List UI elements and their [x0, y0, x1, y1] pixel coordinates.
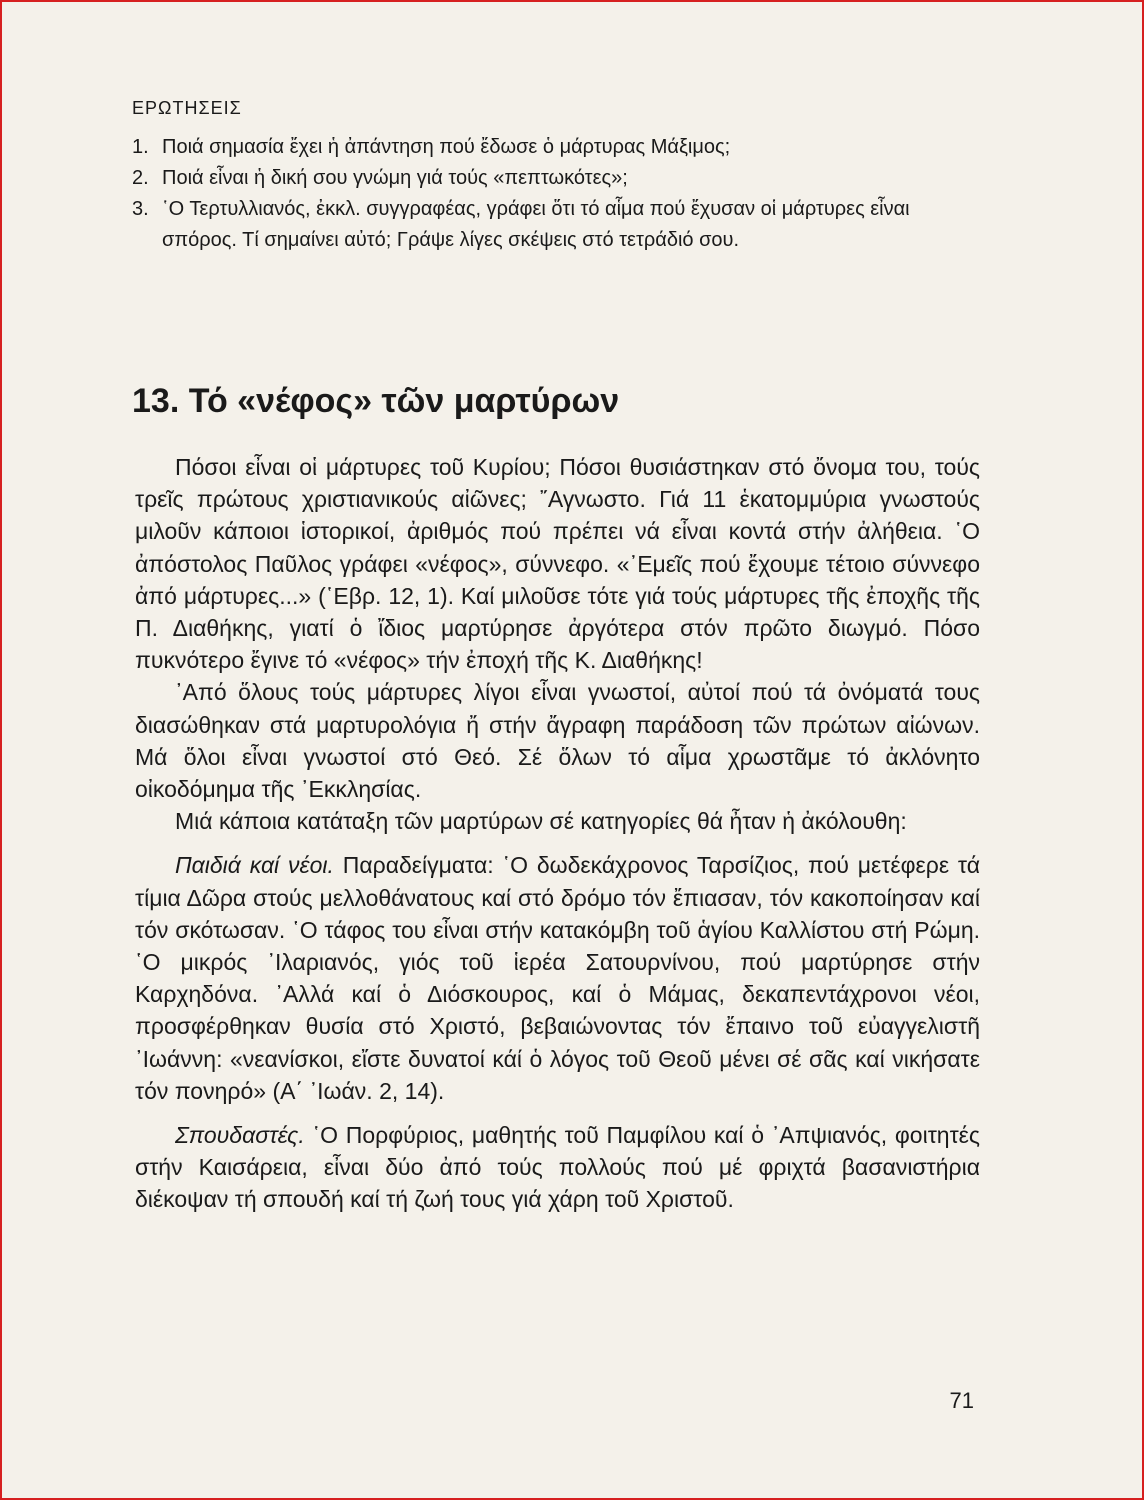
question-item: [132, 194, 982, 256]
page-number: 71: [949, 1388, 974, 1413]
question-text: Ποιά εἶναι ἡ δική σου γνώμη γιά τούς «πεπτωκότες»;: [162, 167, 628, 189]
question-text: Ποιά σημασία ἔχει ἡ ἀπάντηση πού ἔδωσε ὁ μάρτυρας Μάξιμος;: [162, 136, 731, 158]
paragraph-children: [135, 849, 980, 1107]
questions-list: [132, 132, 982, 256]
section-title: 13. Τό «νέφος» τῶν μαρτύρων: [132, 382, 620, 420]
question-text: ῾Ο Τερτυλλιανός, ἐκκλ. συγγραφέας, γράφει ὅτι τό αἷμα πού ἔχυσαν οἱ μάρτυρες εἶναι σπόρος. Τί σημαίνει αὐτό; Γράψε λίγες σκέψεις στό τετράδιό σου.: [162, 198, 910, 251]
paragraph-students: [135, 1119, 980, 1216]
paragraph-intro: Πόσοι εἶναι οἱ μάρτυρες τοῦ Κυρίου; Πόσοι θυσιάστηκαν στό ὄνομα του, τούς τρεῖς πρώτους χριστιανικούς αἰῶνες; ῎Αγνωστο. Γιά 11 ἑκατομμύρια γνωστούς μιλοῦν κάποιοι ἱστορικοί, ἀριθμός πού πρέπει νά εἶναι κοντά στήν ἀλήθεια. ῾Ο ἀπόστολος Παῦλος γράφει «νέφος», σύννεφο. «᾿Εμεῖς πού ἔχουμε τέτοιο σύννεφο ἀπό μάρτυρες...» (῾Εβρ. 12, 1). Καί μιλοῦσε τότε γιά τούς μάρτυρες τῆς ἐποχῆς τῆς Π. Διαθήκης, γιατί ὁ ἴδιος μαρτύρησε ἀργότερα στόν πρῶτο διωγμό. Πόσο πυκνότερο ἔγινε τό «νέφος» τήν ἐποχή τῆς Κ. Διαθήκης!: [135, 454, 980, 674]
question-number: 3.: [132, 198, 149, 220]
question-item: [132, 132, 982, 163]
category-label-children: Παιδιά καί νέοι.: [175, 852, 334, 879]
question-number: 1.: [132, 136, 149, 158]
paragraph-known-martyrs: ᾿Από ὅλους τούς μάρτυρες λίγοι εἶναι γνωστοί, αὐτοί πού τά ὀνόματά τους διασώθηκαν στά μαρτυρολόγια ἤ στήν ἄγραφη παράδοση τῶν πρώτων αἰώνων. Μά ὅλοι εἶναι γνωστοί στό Θεό. Σέ ὅλων τό αἷμα χρωστᾶμε τό ἀκλόνητο οἰκοδόμημα τῆς ᾿Εκκλησίας.: [135, 679, 980, 803]
body-text: [135, 451, 980, 1216]
question-item: [132, 163, 982, 194]
category-text-children: Παραδείγματα: ῾Ο δωδεκάχρονος Ταρσίζιος, πού μετέφερε τά τίμια Δῶρα στούς μελλοθάνατους καί στό δρόμο τόν ἔπιασαν, τόν κακοποίησαν καί τόν σκότωσαν. ῾Ο τάφος του εἶναι στήν κατακόμβη τοῦ ἁγίου Καλλίστου στή Ρώμη. ῾Ο μικρός ᾿Ιλαριανός, γιός τοῦ ἱερέα Σατουρνίνου, πού μαρτύρησε στήν Καρχηδόνα. ᾿Αλλά καί ὁ Διόσκουρος, καί ὁ Μάμας, δεκαπεντάχρονοι νέοι, προσφέρθηκαν θυσία στό Χριστό, βεβαιώνοντας τόν ἔπαινο τοῦ εὐαγγελιστῆ ᾿Ιωάννη: «νεανίσκοι, εἴστε δυνατοί κάί ὁ λόγος τοῦ Θεοῦ μένει σέ σᾶς καί νικήσατε τόν πονηρό» (Α΄ ᾿Ιωάν. 2, 14).: [135, 852, 980, 1104]
paragraph-categories: Μιά κάποια κατάταξη τῶν μαρτύρων σέ κατηγορίες θά ἦταν ἡ ἀκόλουθη:: [175, 808, 907, 835]
category-label-students: Σπουδαστές.: [175, 1122, 305, 1149]
question-number: 2.: [132, 167, 149, 189]
category-text-students: ῾Ο Πορφύριος, μαθητής τοῦ Παμφίλου καί ὁ ᾿Απψιανός, φοιτητές στήν Καισάρεια, εἶναι δύο ἀπό τούς πολλούς πού μέ φριχτά βασανιστήρια διέκοψαν τή σπουδή καί τή ζωή τους γιά χάρη τοῦ Χριστοῦ.: [135, 1122, 980, 1213]
questions-heading: ΕΡΩΤΗΣΕΙΣ: [132, 98, 242, 118]
